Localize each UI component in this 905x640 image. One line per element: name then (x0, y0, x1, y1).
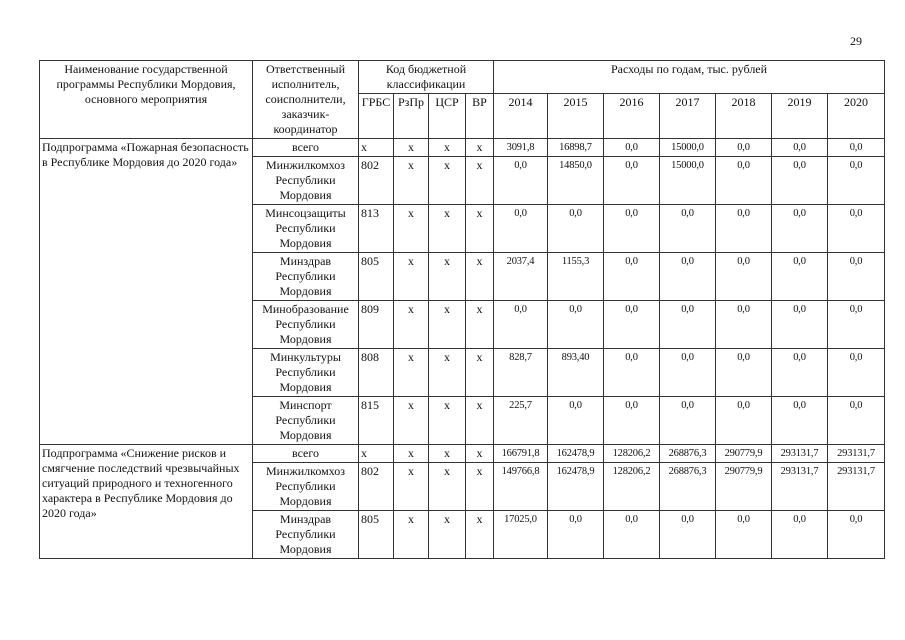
code-cell: х (429, 205, 466, 253)
table-row (40, 139, 885, 157)
expense-cell: 3091,8 (494, 139, 548, 157)
code-cell: х (429, 139, 466, 157)
code-cell: 815 (359, 397, 394, 445)
header-code-csr: ЦСР (429, 94, 466, 139)
executor-cell: Минздрав Республики Мордовия (253, 253, 359, 301)
code-cell: х (466, 253, 494, 301)
code-cell: х (466, 511, 494, 559)
executor-cell: Минздрав Республики Мордовия (253, 511, 359, 559)
code-cell: х (466, 139, 494, 157)
code-cell: х (466, 205, 494, 253)
header-code-grbs: ГРБС (359, 94, 394, 139)
table-row (40, 445, 885, 463)
executor-cell: всего (253, 139, 359, 157)
code-cell: х (394, 301, 429, 349)
expense-cell: 0,0 (772, 253, 828, 301)
expense-cell: 0,0 (828, 253, 885, 301)
expense-cell: 0,0 (604, 139, 660, 157)
expense-cell: 0,0 (660, 397, 716, 445)
code-cell: х (466, 157, 494, 205)
header-year: 2020 (828, 94, 885, 139)
page-number: 29 (850, 34, 862, 48)
expense-cell: 290779,9 (716, 445, 772, 463)
expense-cell: 0,0 (828, 511, 885, 559)
executor-cell: Минжилкомхоз Республики Мордовия (253, 463, 359, 511)
expense-cell: 0,0 (772, 157, 828, 205)
expense-cell: 166791,8 (494, 445, 548, 463)
expense-cell: 0,0 (772, 139, 828, 157)
expense-cell: 0,0 (716, 157, 772, 205)
code-cell: х (394, 253, 429, 301)
code-cell: х (429, 445, 466, 463)
code-cell: х (429, 301, 466, 349)
code-cell: 809 (359, 301, 394, 349)
expense-cell: 893,40 (548, 349, 604, 397)
code-cell: х (394, 139, 429, 157)
expense-cell: 0,0 (828, 397, 885, 445)
expense-cell: 225,7 (494, 397, 548, 445)
expense-cell: 14850,0 (548, 157, 604, 205)
code-cell: х (466, 445, 494, 463)
code-cell: х (429, 511, 466, 559)
expense-cell: 0,0 (604, 397, 660, 445)
expense-cell: 0,0 (604, 157, 660, 205)
expense-cell: 293131,7 (772, 463, 828, 511)
expense-cell: 0,0 (494, 205, 548, 253)
expense-cell: 293131,7 (828, 445, 885, 463)
header-expenses: Расходы по годам, тыс. рублей (494, 61, 885, 94)
header-year: 2015 (548, 94, 604, 139)
code-cell: 805 (359, 511, 394, 559)
executor-cell: Минсоцзащиты Республики Мордовия (253, 205, 359, 253)
budget-table (39, 60, 885, 559)
executor-cell: всего (253, 445, 359, 463)
header-budget-code: Код бюджетной классификации (359, 61, 494, 94)
expense-cell: 15000,0 (660, 139, 716, 157)
code-cell: 813 (359, 205, 394, 253)
expense-cell: 0,0 (604, 301, 660, 349)
subprogram-name: Подпрограмма «Снижение рисков и смягчение последствий чрезвычайных ситуаций природного и техногенного характера в Республике Мордовия до 2020 года» (40, 445, 253, 559)
code-cell: х (359, 445, 394, 463)
expense-cell: 128206,2 (604, 463, 660, 511)
code-cell: х (394, 205, 429, 253)
code-cell: х (394, 445, 429, 463)
expense-cell: 0,0 (828, 301, 885, 349)
code-cell: х (429, 463, 466, 511)
header-code-vr: ВР (466, 94, 494, 139)
header-row-1 (40, 61, 885, 94)
code-cell: х (429, 349, 466, 397)
code-cell: х (466, 397, 494, 445)
expense-cell: 0,0 (716, 205, 772, 253)
expense-cell: 0,0 (716, 139, 772, 157)
expense-cell: 149766,8 (494, 463, 548, 511)
expense-cell: 0,0 (660, 511, 716, 559)
subprogram-name: Подпрограмма «Пожарная безопасность в Республике Мордовия до 2020 года» (40, 139, 253, 445)
code-cell: х (394, 463, 429, 511)
expense-cell: 0,0 (604, 511, 660, 559)
code-cell: х (394, 397, 429, 445)
expense-cell: 0,0 (716, 301, 772, 349)
executor-cell: Минкультуры Республики Мордовия (253, 349, 359, 397)
code-cell: х (394, 511, 429, 559)
expense-cell: 128206,2 (604, 445, 660, 463)
expense-cell: 290779,9 (716, 463, 772, 511)
code-cell: х (359, 139, 394, 157)
code-cell: 805 (359, 253, 394, 301)
code-cell: 808 (359, 349, 394, 397)
executor-cell: Минжилкомхоз Республики Мордовия (253, 157, 359, 205)
expense-cell: 162478,9 (548, 463, 604, 511)
expense-cell: 2037,4 (494, 253, 548, 301)
expense-cell: 0,0 (772, 301, 828, 349)
expense-cell: 17025,0 (494, 511, 548, 559)
expense-cell: 0,0 (828, 205, 885, 253)
header-executor: Ответственный исполнитель, соисполнители, заказчик-координатор (253, 61, 359, 139)
expense-cell: 0,0 (604, 205, 660, 253)
expense-cell: 0,0 (548, 397, 604, 445)
code-cell: 802 (359, 463, 394, 511)
expense-cell: 293131,7 (828, 463, 885, 511)
code-cell: х (394, 157, 429, 205)
code-cell: х (466, 463, 494, 511)
expense-cell: 0,0 (660, 301, 716, 349)
expense-cell: 0,0 (828, 139, 885, 157)
expense-cell: 0,0 (548, 301, 604, 349)
expense-cell: 0,0 (772, 349, 828, 397)
code-cell: х (429, 253, 466, 301)
executor-cell: Минспорт Республики Мордовия (253, 397, 359, 445)
expense-cell: 162478,9 (548, 445, 604, 463)
expense-cell: 0,0 (716, 397, 772, 445)
code-cell: х (466, 349, 494, 397)
code-cell: х (429, 157, 466, 205)
expense-cell: 0,0 (548, 511, 604, 559)
expense-cell: 0,0 (604, 349, 660, 397)
header-year: 2017 (660, 94, 716, 139)
expense-cell: 0,0 (828, 157, 885, 205)
expense-cell: 0,0 (716, 349, 772, 397)
code-cell: х (429, 397, 466, 445)
expense-cell: 0,0 (772, 205, 828, 253)
expense-cell: 1155,3 (548, 253, 604, 301)
code-cell: х (466, 301, 494, 349)
expense-cell: 0,0 (772, 511, 828, 559)
table-body (40, 139, 885, 559)
executor-cell: Минобразование Республики Мордовия (253, 301, 359, 349)
header-name: Наименование государственной программы Республики Мордовия, основного мероприятия (40, 61, 253, 139)
expense-cell: 0,0 (716, 253, 772, 301)
header-year: 2014 (494, 94, 548, 139)
expense-cell: 293131,7 (772, 445, 828, 463)
header-code-rzpr: РзПр (394, 94, 429, 139)
expense-cell: 268876,3 (660, 463, 716, 511)
expense-cell: 268876,3 (660, 445, 716, 463)
expense-cell: 0,0 (660, 205, 716, 253)
header-year: 2018 (716, 94, 772, 139)
expense-cell: 15000,0 (660, 157, 716, 205)
expense-cell: 0,0 (828, 349, 885, 397)
expense-cell: 0,0 (772, 397, 828, 445)
expense-cell: 0,0 (604, 253, 660, 301)
header-year: 2019 (772, 94, 828, 139)
code-cell: х (394, 349, 429, 397)
code-cell: 802 (359, 157, 394, 205)
expense-cell: 0,0 (660, 253, 716, 301)
expense-cell: 0,0 (660, 349, 716, 397)
expense-cell: 0,0 (548, 205, 604, 253)
header-year: 2016 (604, 94, 660, 139)
expense-cell: 0,0 (494, 301, 548, 349)
expense-cell: 0,0 (494, 157, 548, 205)
expense-cell: 0,0 (716, 511, 772, 559)
expense-cell: 16898,7 (548, 139, 604, 157)
expense-cell: 828,7 (494, 349, 548, 397)
